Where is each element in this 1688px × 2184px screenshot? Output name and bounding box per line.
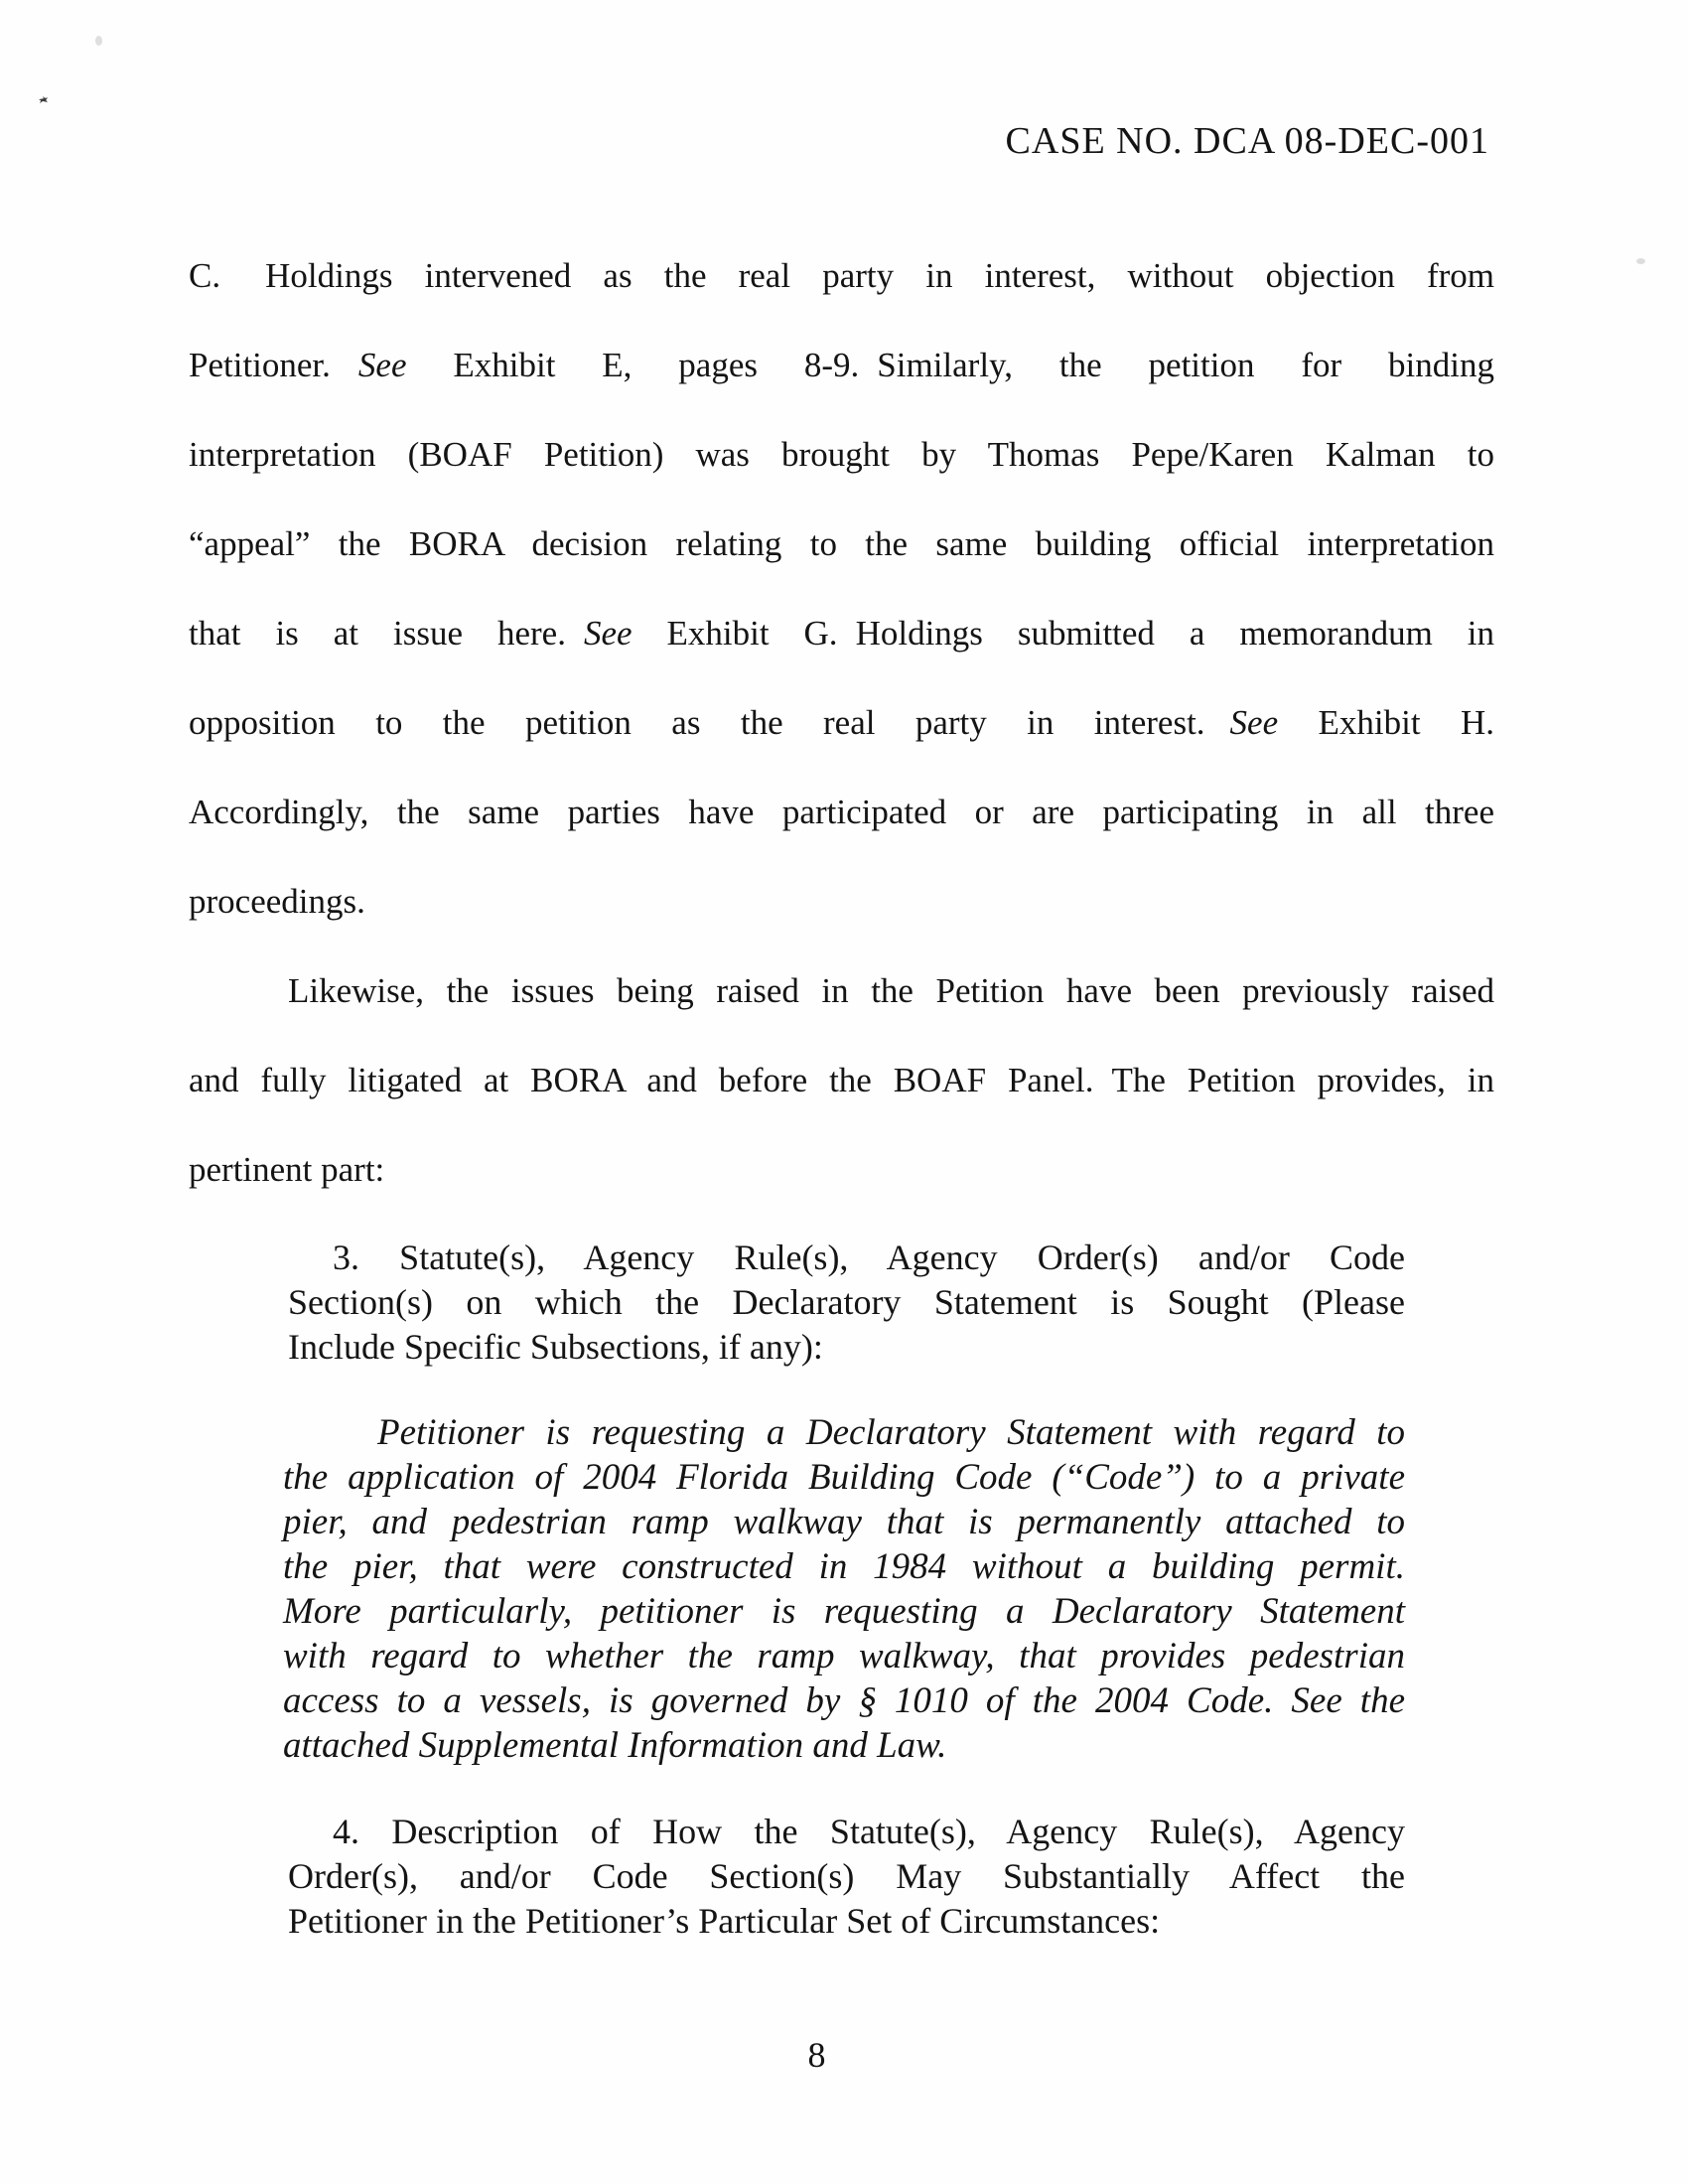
- text-line: Accordingly, the same parties have participated or are participating in all three: [189, 793, 1494, 831]
- blockquote-item-3-statutes: [288, 1236, 1405, 1370]
- text-line: that is at issue here. See Exhibit G. Holdings submitted a memorandum in: [189, 614, 1495, 653]
- text-line: the application of 2004 Florida Building Code (“Code”) to a private: [283, 1457, 1405, 1498]
- text-line: Petitioner is requesting a Declaratory Statement with regard to: [283, 1410, 1405, 1455]
- blockquote-petitioner-request-italic: [283, 1410, 1405, 1768]
- scan-speck: [1636, 258, 1645, 264]
- text-line: pier, and pedestrian ramp walkway that is permanently attached to: [283, 1502, 1405, 1542]
- tab-space: [566, 644, 584, 645]
- text-line: 4. Description of How the Statute(s), Agency Rule(s), Agency: [288, 1810, 1405, 1854]
- tab-space: [283, 1443, 377, 1444]
- tab-space: [859, 375, 877, 376]
- text-line: the pier, that were constructed in 1984 without a building permit.: [283, 1546, 1405, 1587]
- text-line: Petitioner in the Petitioner’s Particular Set of Circumstances:: [288, 1901, 1161, 1941]
- text-line: opposition to the petition as the real party in interest. See Exhibit H.: [189, 703, 1494, 742]
- tab-space: [331, 375, 358, 376]
- text-line: attached Supplemental Information and Law.: [283, 1725, 947, 1766]
- text-line: access to a vessels, is governed by § 1010 of the 2004 Code. See the: [283, 1680, 1405, 1721]
- scan-speck: [39, 96, 48, 103]
- text-line: C. Holdings intervened as the real party in interest, without objection from: [189, 256, 1494, 295]
- tab-space: [189, 1001, 288, 1002]
- text-line: and fully litigated at BORA and before the BOAF Panel. The Petition provides, in: [189, 1061, 1494, 1099]
- text-line: pertinent part:: [189, 1150, 385, 1189]
- text-line: Include Specific Subsections, if any):: [288, 1327, 823, 1367]
- text-line: Likewise, the issues being raised in the Petition have been previously raised: [189, 946, 1494, 1036]
- tab-space: [1093, 1091, 1111, 1092]
- page-number: 8: [807, 2035, 826, 2075]
- text-line: proceedings.: [189, 882, 365, 921]
- case-number-header: CASE NO. DCA 08-DEC-001: [1005, 120, 1489, 162]
- text-line: “appeal” the BORA decision relating to the same building official interpretation: [189, 524, 1494, 563]
- blockquote-item-4-description: [288, 1810, 1405, 1944]
- tab-space: [1205, 733, 1230, 734]
- paragraph-c-holdings-intervened: [189, 231, 1494, 946]
- text-line: 3. Statute(s), Agency Rule(s), Agency Order(s) and/or Code: [288, 1236, 1405, 1280]
- text-line: with regard to whether the ramp walkway, that provides pedestrian: [283, 1636, 1405, 1676]
- tab-space: [288, 1268, 333, 1269]
- text-line: Order(s), and/or Code Section(s) May Substantially Affect the: [288, 1856, 1405, 1896]
- paragraph-likewise-issues: [189, 946, 1494, 1215]
- text-line: interpretation (BOAF Petition) was brought by Thomas Pepe/Karen Kalman to: [189, 435, 1494, 474]
- scan-speck: [95, 36, 102, 46]
- text-line: More particularly, petitioner is requesting a Declaratory Statement: [283, 1591, 1405, 1632]
- tab-space: [838, 644, 856, 645]
- text-line: Petitioner. See Exhibit E, pages 8-9. Similarly, the petition for binding: [189, 346, 1494, 384]
- text-line: Section(s) on which the Declaratory Statement is Sought (Please: [288, 1282, 1405, 1322]
- tab-space: [288, 1842, 333, 1843]
- tab-space: [220, 286, 265, 287]
